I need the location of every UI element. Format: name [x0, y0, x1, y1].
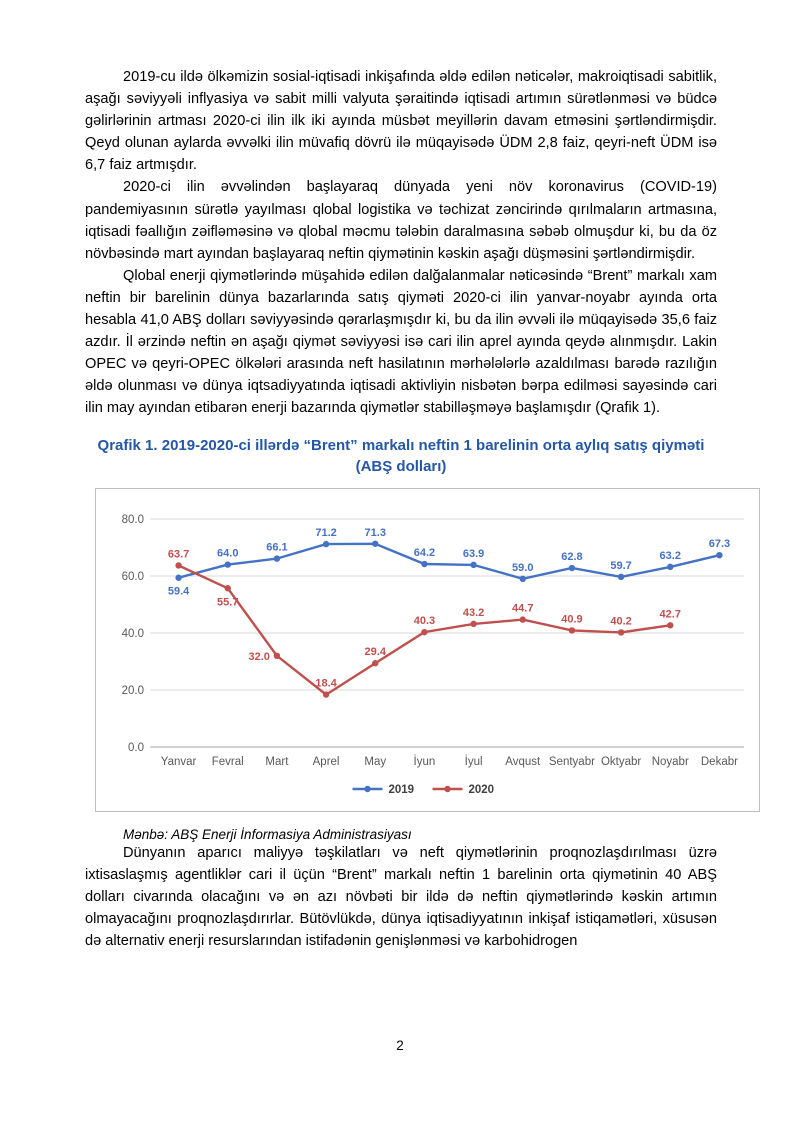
- data-label: 40.2: [610, 614, 632, 627]
- data-label: 63.9: [462, 547, 485, 560]
- legend-label: 2020: [468, 783, 495, 796]
- x-axis-tick-label: İyun: [413, 755, 436, 768]
- x-axis-tick-label: Sentyabr: [548, 755, 595, 768]
- data-label: 64.0: [217, 547, 239, 560]
- data-point: [569, 564, 575, 570]
- data-point: [225, 585, 231, 591]
- data-point: [520, 616, 526, 622]
- x-axis-tick-label: Aprel: [312, 755, 340, 768]
- series-line-2019: [179, 543, 720, 578]
- data-point: [372, 540, 378, 546]
- x-axis-tick-label: Fevral: [211, 755, 244, 768]
- data-label: 71.2: [315, 526, 337, 539]
- x-axis-tick-label: May: [364, 755, 387, 768]
- paragraph-4: Dünyanın aparıcı maliyyə təşkilatları və neft qiymətlərinin proqnozlaşdırılması üzrə ixtisaslaşmış agentliklər cari il üçün “Brent” markalı neftin 1 barelinin orta qiymətinin 40 ABŞ dolları civarında olacağını və ən azı növbəti bir ildə də neftin qiymətlərində kəskin artımın olmayacağını proqnozlaşdırırlar. Bütövlükdə, dünya iqtisadiyyatının inkişaf istiqamətləri, xüsusən də alternativ enerji resurslarından istifadənin genişlənməsi və karbohidrogen: [85, 844, 717, 949]
- x-axis-tick-label: Dekabr: [700, 755, 738, 768]
- legend-label: 2019: [388, 783, 415, 796]
- data-point: [470, 620, 476, 626]
- chart-svg: [96, 489, 759, 811]
- data-label: 63.2: [659, 549, 681, 562]
- chart-figure: [95, 488, 760, 812]
- x-axis-tick-label: Avqust: [505, 755, 541, 768]
- chart-title-line2: (ABŞ dolları): [355, 457, 447, 475]
- data-point: [274, 652, 280, 658]
- data-point: [618, 573, 624, 579]
- data-label: 59.7: [610, 559, 632, 572]
- data-label: 62.8: [561, 550, 583, 563]
- data-label: 63.7: [167, 547, 190, 560]
- y-axis-tick-label: 40.0: [121, 627, 144, 640]
- data-label: 59.0: [512, 561, 534, 574]
- data-point: [667, 563, 673, 569]
- legend-marker: [444, 785, 450, 791]
- x-axis-tick-label: Mart: [265, 755, 289, 768]
- data-point: [470, 561, 476, 567]
- data-point: [716, 551, 722, 557]
- data-label: 66.1: [266, 541, 288, 554]
- data-point: [421, 560, 427, 566]
- x-axis-tick-label: Yanvar: [160, 755, 197, 768]
- data-label: 18.4: [315, 677, 337, 690]
- data-label: 40.9: [561, 612, 583, 625]
- paragraph-2: 2020-ci ilin əvvəlindən başlayaraq dünyada yeni növ koronavirus (COVID-19) pandemiyasının sürətlə yayılması qlobal logistika və təchizat zəncirində qırılmaların artmasına, iqtisadi fəallığın zəifləməsinə və qlobal məcmu tələbin daralmasına səbəb olmuşdur ki, bu da öz növbəsində mart ayından başlayaraq neftin qiymətinin kəskin aşağı düşməsini şərtləndirmişdir.: [85, 179, 717, 262]
- x-axis-tick-label: Noyabr: [651, 755, 689, 768]
- data-point: [274, 555, 280, 561]
- data-label: 42.7: [659, 607, 681, 620]
- data-label: 29.4: [364, 645, 386, 658]
- chart-title: [85, 435, 717, 477]
- chart-source: Mənbə: ABŞ Enerji İnformasiya Administrasiyası: [123, 826, 412, 842]
- y-axis-tick-label: 0.0: [128, 741, 144, 754]
- chart-title-line1: Qrafik 1. 2019-2020-ci illərdə “Brent” markalı neftin 1 barelinin orta aylıq satış qiyməti: [97, 436, 705, 454]
- data-label: 44.7: [512, 602, 534, 615]
- data-point: [175, 574, 181, 580]
- data-label: 67.3: [708, 537, 731, 550]
- paragraph-3: Qlobal enerji qiymətlərində müşahidə edilən dalğalanmalar nəticəsində “Brent” markalı xam neftin bir barelinin dünya bazarlarında satış qiyməti 2020-ci ilin yanvar-noyabr ayında orta hesabla 41,0 ABŞ dolları səviyyəsində qərarlaşmışdır ki, bu da ilin əvvəli ilə müqayisədə 35,6 faiz azdır. İl ərzində neftin ən aşağı qiymət səviyyəsi isə cari ilin aprel ayında qeydə alınmışdır. Lakin OPEC və qeyri-OPEC ölkələri arasında neft hasilatının mərhələlərlə azaldılması barədə razılığın əldə olunması və dünya iqtsadiyyatında iqtisadi aktivliyin nisbətən bərpa edilməsi sayəsində cari ilin may ayından etibarən enerji bazarında qiymətlər stabilləşməyə başlamışdır (Qrafik 1).: [85, 267, 717, 417]
- data-label: 43.2: [462, 606, 485, 619]
- data-point: [618, 629, 624, 635]
- y-axis-tick-label: 20.0: [121, 684, 144, 697]
- data-point: [667, 622, 673, 628]
- data-point: [323, 691, 329, 697]
- data-point: [421, 628, 427, 634]
- data-label: 32.0: [248, 650, 270, 663]
- page-content: [85, 66, 738, 952]
- data-label: 64.2: [413, 546, 436, 559]
- paragraph-1: 2019-cu ildə ölkəmizin sosial-iqtisadi inkişafında əldə edilən nəticələr, makroiqtisadi sabitlik, aşağı səviyyəli inflyasiya və sabit milli valyuta şəraitində iqtisadi artımın sürətlənməsi və büdcə gəlirlərinin artması 2020-ci ilin ilk iki ayında müsbət meyillərin davam etməsini şərtləndirmişdir. Qeyd olunan aylarda əvvəlki ilin müvafiq dövrü ilə müqayisədə ÜDM 2,8 faiz, qeyri-neft ÜDM isə 6,7 faiz artmışdır.: [85, 69, 717, 174]
- data-point: [372, 660, 378, 666]
- data-label: 71.3: [364, 526, 386, 539]
- data-point: [520, 575, 526, 581]
- data-point: [569, 627, 575, 633]
- legend-marker: [364, 785, 370, 791]
- x-axis-tick-label: Oktyabr: [600, 755, 642, 768]
- data-point: [175, 562, 181, 568]
- y-axis-tick-label: 60.0: [121, 570, 144, 583]
- data-label: 40.3: [413, 614, 436, 627]
- x-axis-tick-label: İyul: [464, 755, 483, 768]
- data-label: 59.4: [167, 585, 190, 598]
- data-point: [225, 561, 231, 567]
- page-number: 2: [396, 1038, 404, 1053]
- data-label: 55.7: [217, 595, 239, 608]
- y-axis-tick-label: 80.0: [121, 513, 144, 526]
- data-point: [323, 540, 329, 546]
